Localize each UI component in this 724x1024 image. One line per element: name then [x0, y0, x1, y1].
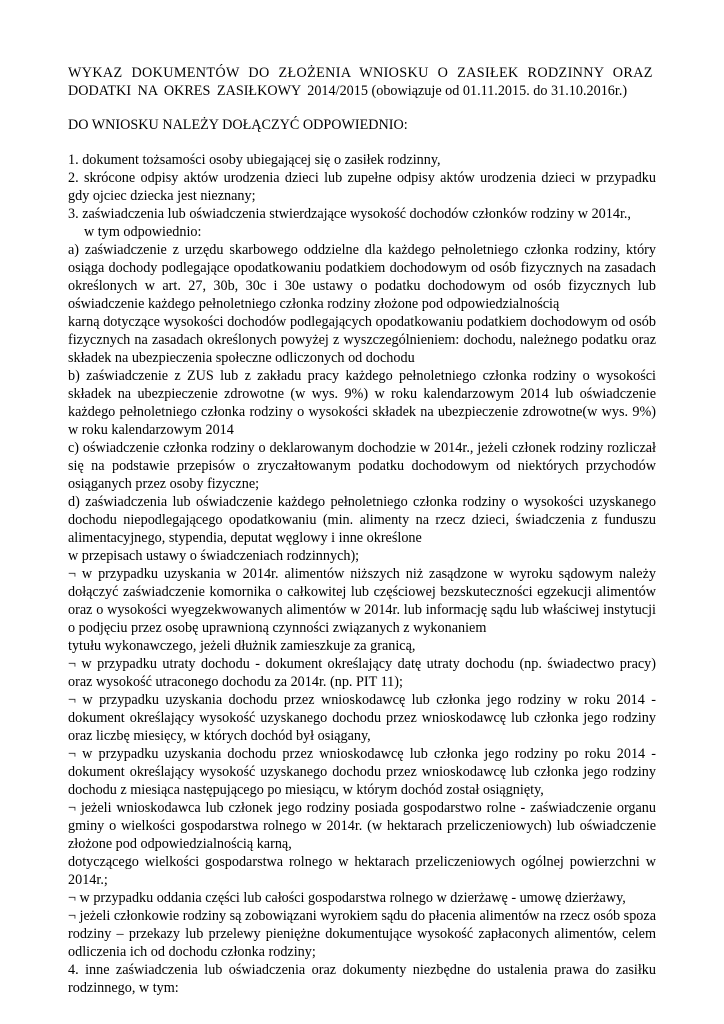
paragraph: ¬ w przypadku uzyskania dochodu przez wnioskodawcę lub członka jego rodziny w roku 2014 - dokument określający wysokość uzyskanego dochodu przez wnioskodawcę lub członka jego rodziny oraz liczbę miesięcy, w których dochód był osiągany, — [68, 692, 656, 744]
title-line-1: WYKAZ DOKUMENTÓW DO ZŁOŻENIA WNIOSKU O ZASIŁEK RODZINNY ORAZ — [68, 65, 653, 81]
paragraph: d) zaświadczenia lub oświadczenie każdego pełnoletniego członka rodziny o wysokości uzyskanego dochodu niepodlegającego opodatkowaniu (min. alimenty na rzecz dzieci, świadczenia z funduszu alimentacyjnego, stypendia, deputat węglowy i inne określone — [68, 494, 656, 546]
title-validity-period: (obowiązuje od 01.11.2015. do 31.10.2016r.) — [367, 83, 628, 99]
section-heading: DO WNIOSKU NALEŻY DOŁĄCZYĆ ODPOWIEDNIO: — [68, 117, 408, 133]
paragraph: c) oświadczenie członka rodziny o deklarowanym dochodzie w 2014r., jeżeli członek rodziny rozliczał się na podstawie przepisów o zryczałtowanym podatku dochodowym od niektórych przychodów osiąganych przez osoby fizyczne; — [68, 440, 656, 492]
title-line-2: DODATKI NA OKRES ZASIŁKOWY 2014/2015 — [68, 83, 368, 99]
paragraph: dotyczącego wielkości gospodarstwa rolnego w hektarach przeliczeniowych ogólnej powierzchni w 2014r.; — [68, 854, 656, 888]
paragraph: ¬ w przypadku oddania części lub całości gospodarstwa rolnego w dzierżawę - umowę dzierżawy, — [68, 890, 626, 906]
document-title — [68, 64, 656, 100]
document-page — [68, 64, 656, 997]
paragraph: tytułu wykonawczego, jeżeli dłużnik zamieszkuje za granicą, — [68, 638, 416, 654]
paragraph: ¬ w przypadku uzyskania dochodu przez wnioskodawcę lub członka jego rodziny po roku 2014 - dokument określający wysokość uzyskanego dochodu przez wnioskodawcę lub członka jego rodziny dochodu z miesiąca następującego po miesiącu, w którym dochód został osiągnięty, — [68, 746, 656, 798]
paragraph: a) zaświadczenie z urzędu skarbowego oddzielne dla każdego pełnoletniego członka rodziny, który osiąga dochody podlegające opodatkowaniu podatkiem dochodowym od osób fizycznych na zasadach określonych w art. 27, 30b, 30c i 30e ustawy o podatku dochodowym od osób fizycznych lub oświadczenie każdego pełnoletniego członka rodziny złożone pod odpowiedzialnością — [68, 242, 656, 312]
paragraph: 1. dokument tożsamości osoby ubiegającej się o zasiłek rodzinny, — [68, 152, 441, 168]
paragraph: 2. skrócone odpisy aktów urodzenia dzieci lub zupełne odpisy aktów urodzenia dzieci w przypadku gdy ojciec dziecka jest nieznany; — [68, 170, 656, 204]
paragraph: b) zaświadczenie z ZUS lub z zakładu pracy każdego pełnoletniego członka rodziny o wysokości składek na ubezpieczenie zdrowotne (w wys. 9%) w roku kalendarzowym 2014 lub oświadczenie każdego pełnoletniego członka rodziny o wysokości składek na ubezpieczenie zdrowotne(w wys. 9%) w roku kalendarzowym 2014 — [68, 368, 656, 438]
paragraph: 4. inne zaświadczenia lub oświadczenia oraz dokumenty niezbędne do ustalenia prawa do zasiłku rodzinnego, w tym: — [68, 962, 656, 996]
paragraph: ¬ jeżeli członkowie rodziny są zobowiązani wyrokiem sądu do płacenia alimentów na rzecz osób spoza rodziny – przekazy lub przelewy pieniężne dokumentujące wysokość zapłaconych alimentów, celem odliczenia ich od dochodu członka rodziny; — [68, 908, 656, 960]
paragraph: 3. zaświadczenia lub oświadczenia stwierdzające wysokość dochodów członków rodziny w 2014r., — [68, 206, 631, 222]
paragraph: karną dotyczące wysokości dochodów podlegających opodatkowaniu podatkiem dochodowym od osób fizycznych na zasadach określonych powyżej z wyszczególnieniem: dochodu, należnego podatku oraz składek na ubezpieczenia społeczne odliczonych od dochodu — [68, 314, 656, 366]
paragraph: ¬ w przypadku utraty dochodu - dokument określający datę utraty dochodu (np. świadectwo pracy) oraz wysokość utraconego dochodu za 2014r. (np. PIT 11); — [68, 656, 656, 690]
document-body — [68, 151, 656, 997]
paragraph: w tym odpowiednio: — [84, 224, 202, 240]
paragraph: w przepisach ustawy o świadczeniach rodzinnych); — [68, 548, 360, 564]
paragraph: ¬ jeżeli wnioskodawca lub członek jego rodziny posiada gospodarstwo rolne - zaświadczenie organu gminy o wielkości gospodarstwa rolnego w 2014r. (w hektarach przeliczeniowych) lub oświadczenie złożone pod odpowiedzialnością karną, — [68, 800, 656, 852]
paragraph: ¬ w przypadku uzyskania w 2014r. alimentów niższych niż zasądzone w wyroku sądowym należy dołączyć zaświadczenie komornika o całkowitej lub częściowej bezskuteczności egzekucji alimentów oraz o wysokości wyegzekwowanych alimentów w 2014r. lub informację sądu lub właściwej instytucji o podjęciu przez osobę uprawnioną czynności związanych z wykonaniem — [68, 566, 656, 636]
